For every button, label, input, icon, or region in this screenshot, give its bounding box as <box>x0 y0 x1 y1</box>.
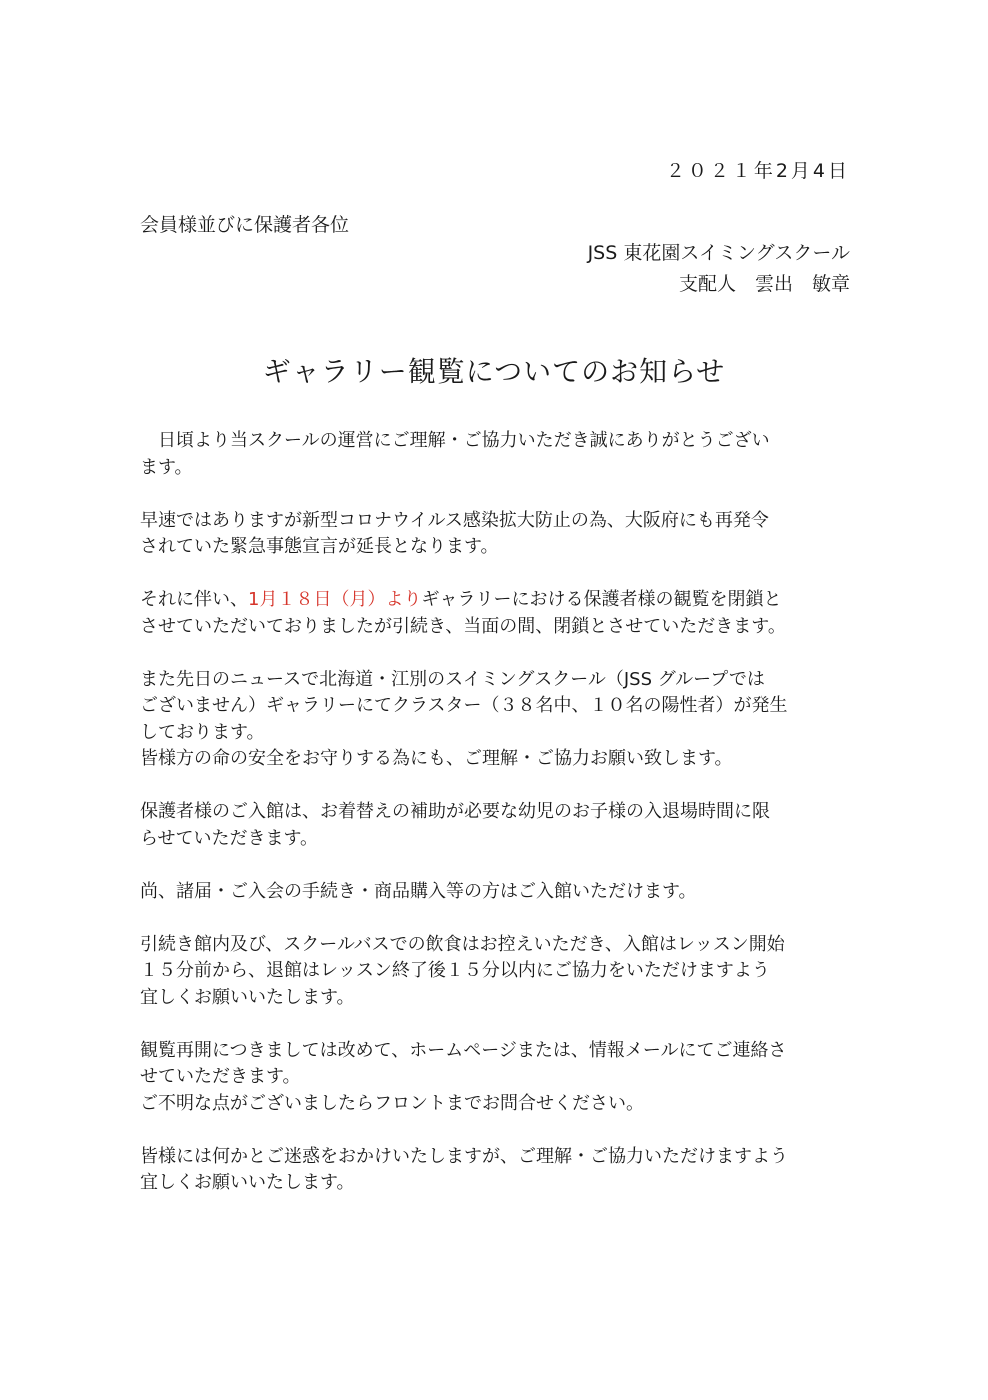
paragraph-guardian-entry <box>140 799 858 852</box>
paragraph-closing <box>140 1144 858 1197</box>
paragraph-line: せていただきます。 <box>140 1066 301 1087</box>
sender-manager: 支配人 雲出 敏章 <box>678 273 850 295</box>
sender-block <box>588 238 850 300</box>
notice-body <box>140 428 858 1223</box>
paragraph-greeting <box>140 428 858 481</box>
paragraph-line: しております。 <box>140 721 265 743</box>
paragraph-line: 皆様には何かとご迷惑をおかけいたしますが、ご理解・ご協力いただけますよう <box>140 1145 788 1167</box>
paragraph-line: らせていただきます。 <box>140 827 319 849</box>
paragraph-reopening-contact <box>140 1038 858 1118</box>
paragraph-gallery-closure <box>140 587 858 640</box>
notice-title: ギャラリー観覧についてのお知らせ <box>262 355 726 388</box>
paragraph-line: ます。 <box>140 456 193 478</box>
addressee: 会員様並びに保護者各位 <box>140 214 350 236</box>
paragraph-line: １５分前から、退館はレッスン終了後１５分以内にご協力をいただけますよう <box>140 960 770 981</box>
paragraph-procedures <box>140 879 858 906</box>
paragraph-line: ございません）ギャラリーにてクラスター（３８名中、１０名の陽性者）が発生 <box>140 695 788 716</box>
sender-organization: JSS 東花園スイミングスクール <box>587 242 850 264</box>
paragraph-line: 宜しくお願いいたします。 <box>140 986 355 1008</box>
closure-start-date-highlight: 1月１８日（月）より <box>248 589 422 610</box>
paragraph-line: させていただいておりましたが引続き、当面の間、閉鎖とさせていただきます。 <box>140 615 786 637</box>
paragraph-line: 早速ではありますが新型コロナウイルス感染拡大防止の為、大阪府にも再発令 <box>140 509 769 531</box>
paragraph-cluster-news <box>140 667 858 773</box>
paragraph-line: 観覧再開につきましては改めて、ホームページまたは、情報メールにてご連絡さ <box>140 1039 787 1061</box>
paragraph-line: されていた緊急事態宣言が延長となります。 <box>140 536 499 557</box>
paragraph-emergency-extension <box>140 508 858 561</box>
closure-lead-text: それに伴い、 <box>140 589 248 610</box>
closure-trail-text: ギャラリーにおける保護者様の観覧を閉鎖と <box>421 589 782 610</box>
paragraph-line: 尚、諸届・ご入会の手続き・商品購入等の方はご入館いただけます。 <box>140 880 697 902</box>
paragraph-line: また先日のニュースで北海道・江別のスイミングスクール（JSS グループでは <box>140 668 765 690</box>
paragraph-line <box>140 587 858 614</box>
paragraph-line: 引続き館内及び、スクールバスでの飲食はお控えいただき、入館はレッスン開始 <box>140 933 785 955</box>
paragraph-line: 日頃より当スクールの運営にご理解・ご協力いただき誠にありがとうござい <box>158 430 770 451</box>
paragraph-line: 宜しくお願いいたします。 <box>140 1172 355 1193</box>
paragraph-line: 皆様方の命の安全をお守りする為にも、ご理解・ご協力お願い致します。 <box>140 748 733 769</box>
paragraph-line: ご不明な点がございましたらフロントまでお問合せください。 <box>140 1092 644 1114</box>
notice-date: ２０２１年2月4日 <box>665 160 850 182</box>
paragraph-eating-entry-rules <box>140 932 858 1012</box>
paragraph-line: 保護者様のご入館は、お着替えの補助が必要な幼児のお子様の入退場時間に限 <box>140 801 770 822</box>
